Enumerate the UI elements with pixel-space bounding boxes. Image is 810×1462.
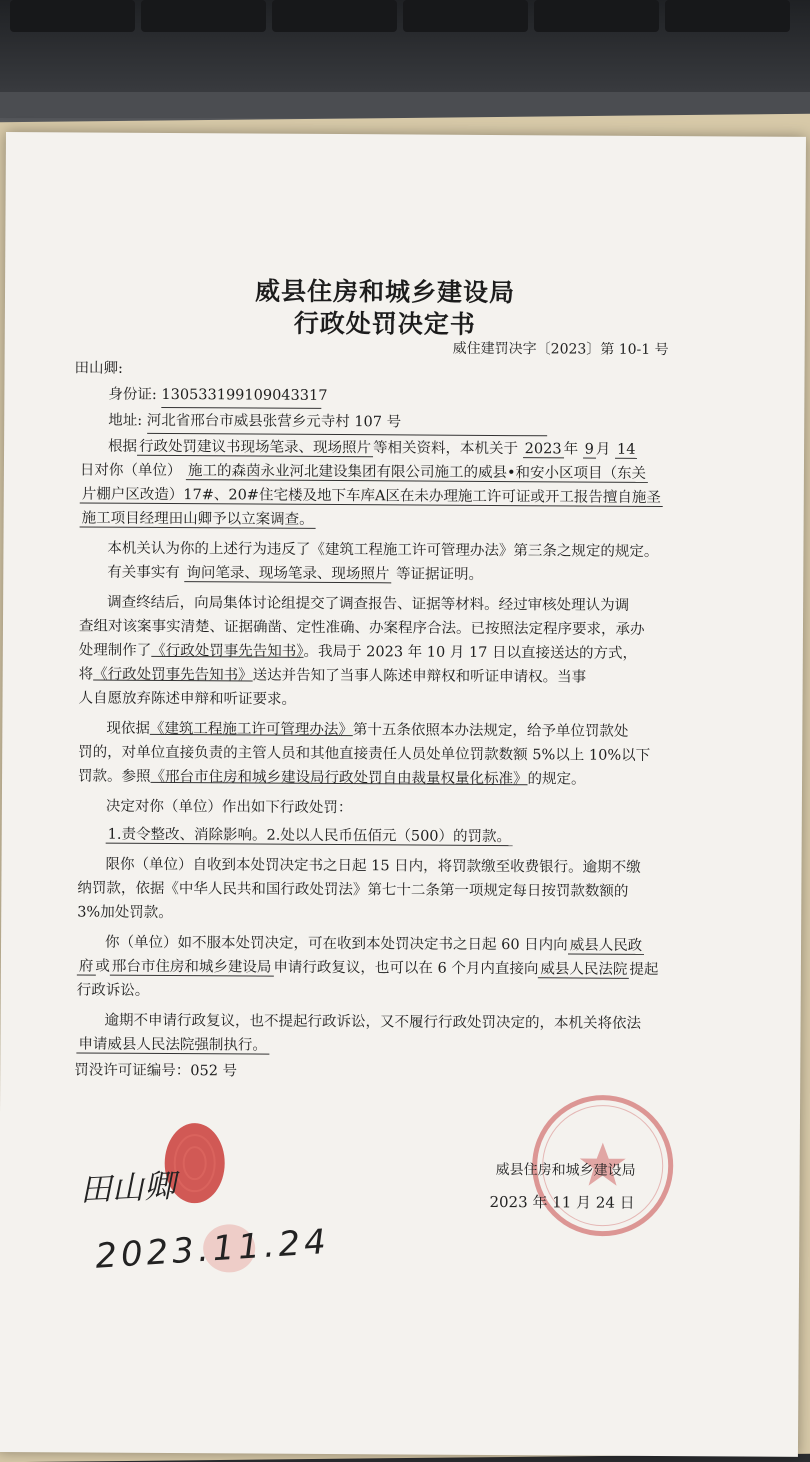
case-month: 9 <box>583 442 596 459</box>
key <box>665 0 790 32</box>
text: 根据 <box>108 438 138 455</box>
document-title-type: 行政处罚决定书 <box>293 308 476 339</box>
paragraph-2-line-2 <box>107 561 727 589</box>
text: 罚款。参照 <box>78 768 151 785</box>
text: 有关事实有 <box>107 564 180 582</box>
text: 年 <box>563 441 579 458</box>
evidence-materials: 行政处罚建议书现场笔录、现场照片 <box>137 439 373 457</box>
key <box>10 0 135 32</box>
key <box>403 0 528 32</box>
evidence-list: 询问笔录、现场笔录、现场照片 <box>184 565 391 583</box>
project-description: 施工的森茵永业河北建设集团有限公司施工的威县•和安小区项目（东关 <box>186 463 648 483</box>
text: 月 <box>595 441 611 458</box>
penalty-text: 1.责令整改、消除影响。2.处以人民币伍佰元（500）的罚款。 <box>106 827 513 846</box>
court-name: 威县人民法院 <box>538 961 629 979</box>
decision-intro: 决定对你（单位）作出如下行政处罚： <box>105 798 353 817</box>
issue-date: 2023 年 11 月 24 日 <box>489 1192 635 1212</box>
id-label: 身份证: <box>108 386 157 403</box>
project-description: 片棚户区改造）17#、20#住宅楼及地下车库A区在未办理施工许可证或开工报告擅自施圣 <box>80 486 663 507</box>
project-description: 施工项目经理田山卿予以立案调查。 <box>80 510 316 528</box>
paragraph-2-line-1: 本机关认为你的上述行为违反了《建筑工程施工许可管理办法》第三条之规定的规定。 <box>107 540 659 560</box>
text: 第十五条依照本办法规定，给予单位罚款处 <box>352 722 629 740</box>
handwritten-signature: 田山卿 <box>78 1166 177 1209</box>
standard-reference: 《邢台市住房和城乡建设局行政处罚自由裁量权量化标准》 <box>150 768 528 788</box>
key <box>141 0 266 32</box>
paragraph-7-line-2: 纳罚款，依据《中华人民共和国行政处罚法》第七十二条第一项规定每日按罚款数额的 <box>77 880 629 900</box>
address-line <box>108 409 728 438</box>
permit-number: 罚没许可证编号：052 号 <box>74 1062 238 1080</box>
handwritten-date: 2023.11.24 <box>94 1221 331 1277</box>
text: 或 <box>95 958 110 975</box>
penalty-items <box>106 823 726 851</box>
paragraph-4-line-2: 罚的，对单位直接负责的主管人员和其他直接责任人员处单位罚款数额 5%以上 10%以下 <box>78 744 651 764</box>
paragraph-7-line-3: 3%加处罚款。 <box>77 904 173 922</box>
text: 送达并告知了当事人陈述申辩权和听证申请权。当事 <box>252 667 587 686</box>
text: 等相关资料，本机关于 <box>373 440 519 458</box>
document-title-org: 威县住房和城乡建设局 <box>254 276 516 308</box>
paragraph-9-line-2 <box>76 1032 696 1060</box>
document-page <box>0 132 806 1457</box>
paragraph-1-line-4 <box>80 506 700 534</box>
text: 申请行政复议，也可以在 6 个月内直接向 <box>273 959 539 978</box>
keyboard-keys <box>10 0 790 32</box>
case-year: 2023 <box>523 441 564 458</box>
enforcement-text: 申请威县人民法院强制执行。 <box>76 1036 269 1054</box>
paragraph-9-line-1: 逾期不申请行政复议，也不提起行政诉讼，又不履行行政处罚决定的，本机关将依法 <box>104 1012 642 1032</box>
review-authority: 威县人民政 <box>568 937 645 954</box>
key <box>272 0 397 32</box>
text: 将 <box>78 666 94 683</box>
text: 等证据证明。 <box>395 566 484 583</box>
addressee: 田山卿: <box>74 360 123 377</box>
document-reference: 《行政处罚事先告知书》 <box>151 642 304 660</box>
text: 你（单位）如不服本处罚决定，可在收到本处罚决定书之日起 60 日内向 <box>105 934 568 954</box>
paragraph-3-line-2: 查组对该案事实清楚、证据确凿、定性准确、办案程序合法。已按照法定程序要求，承办 <box>78 618 645 638</box>
paragraph-3-line-5: 人自愿放弃陈述申辩和听证要求。 <box>78 690 297 708</box>
text: 现依据 <box>106 720 150 737</box>
review-authority: 府 <box>77 958 96 975</box>
key <box>534 0 659 32</box>
text: 日对你（单位） <box>79 462 182 480</box>
paragraph-3-line-1: 调查终结后，向局集体讨论组提交了调查报告、证据等材料。经过审核处理认为调 <box>107 594 630 614</box>
address-label: 地址: <box>108 412 143 429</box>
text: 处理制作了 <box>78 642 152 659</box>
paragraph-8-line-3: 行政诉讼。 <box>76 982 150 999</box>
case-day: 14 <box>615 442 638 459</box>
document-reference: 《行政处罚事先告知书》 <box>93 666 253 684</box>
text: 。我局于 2023 年 10 月 17 日以直接送达的方式， <box>303 643 638 662</box>
address-value: 河北省邢台市威县张营乡元寺村 107 号 <box>147 409 547 436</box>
paragraph-7-line-1: 限你（单位）自收到本处罚决定书之日起 15 日内，将罚款缴至收费银行。逾期不缴 <box>105 856 641 876</box>
paragraph-4-line-3 <box>78 764 698 792</box>
id-line <box>108 383 728 412</box>
regulation-reference: 《建筑工程施工许可管理办法》 <box>149 720 353 739</box>
issuing-authority: 威县住房和城乡建设局 <box>495 1162 636 1179</box>
text: 的规定。 <box>527 771 586 788</box>
id-value: 130533199109043317 <box>161 383 321 409</box>
text: 提起 <box>629 961 659 979</box>
document-number: 威住建罚决字〔2023〕第 10-1 号 <box>452 340 669 359</box>
review-authority: 邢台市住房和城乡建设局 <box>110 959 274 977</box>
